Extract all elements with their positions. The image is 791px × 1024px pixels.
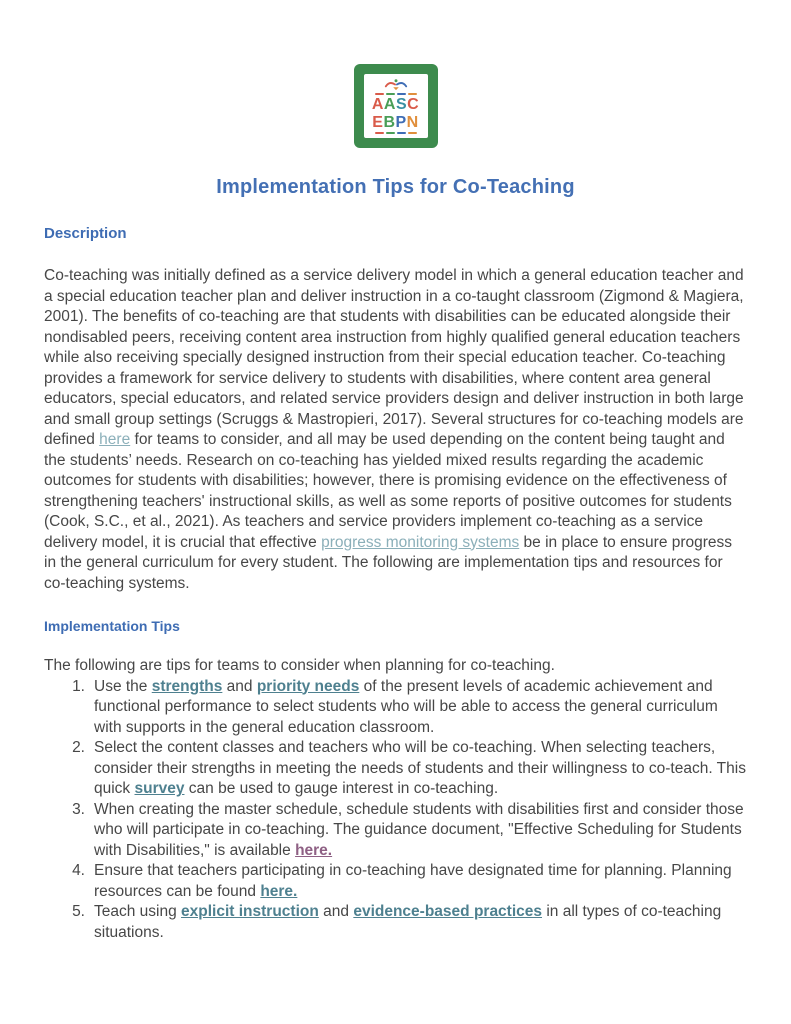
tip-2-text-1: Select the content classes and teachers who will be co-teaching. When selecting teachers, consider their strengths in meeting the needs of students and their willingness to co-teach. This quick <box>94 739 746 797</box>
tip-text <box>94 902 747 943</box>
priority-needs-link[interactable]: priority needs <box>256 677 360 695</box>
logo-top-band <box>375 93 417 95</box>
co-teaching-models-here-link[interactable]: here <box>99 431 131 448</box>
tip-2-text-2: can be used to gauge interest in co-teaching. <box>184 780 499 797</box>
tip-5-text-1: Teach using <box>94 903 182 920</box>
evidence-based-practices-link[interactable]: evidence-based practices <box>353 903 543 920</box>
description-heading: Description <box>44 225 127 242</box>
tip-item-2 <box>44 738 747 800</box>
page-title: Implementation Tips for Co-Teaching <box>216 176 575 198</box>
tip-item-3 <box>44 800 747 862</box>
logo-acronym-line2: EBPN <box>372 114 419 131</box>
strengths-link[interactable]: strengths <box>151 677 223 695</box>
tip-1-text-3: of the present levels of academic achievement and functional performance to select students who will be able to access the general curriculum with supports in the general education classroom. <box>94 677 718 736</box>
description-text-1: Co-teaching was initially defined as a service delivery model in which a general education teacher and a special education teacher plan and deliver instruction in a co-taught classroom (Zigmond & Magiera, 2001). The benefits of co-teaching are that students with disabilities can be educated alongside their nondisabled peers, receiving content area instruction from highly qualified general education teachers while also receiving specially designed instruction from their special education teacher. Co-teaching provides a framework for service delivery to students with disabilities, where content area general educators, special educators, and related service providers design and deliver instruction in both large and small group settings (Scruggs & Mastropieri, 2017). Several structures for co-teaching models are defined <box>44 267 744 448</box>
description-text-3: be in place to ensure progress in the general curriculum for every student. The following are implementation tips and resources for co-teaching systems. <box>44 533 733 592</box>
tip-number: 1. <box>72 677 85 695</box>
tip-1-text-2: and <box>222 677 257 695</box>
tip-1-text-1: Use the <box>94 677 152 695</box>
tip-4-text-1: Ensure that teachers participating in co-teaching have designated time for planning. Planning resources can be found <box>94 862 732 900</box>
tip-number: 4. <box>72 862 85 879</box>
description-paragraph <box>44 266 747 594</box>
org-logo <box>354 64 438 148</box>
tip-text <box>94 800 747 862</box>
tip-text <box>94 677 747 739</box>
org-logo-inner <box>364 74 428 138</box>
tip-text <box>94 861 747 902</box>
tip-item-5 <box>44 902 747 943</box>
progress-monitoring-systems-link[interactable]: progress monitoring systems <box>321 533 520 551</box>
implementation-tips-heading: Implementation Tips <box>44 618 180 634</box>
tip-number: 2. <box>72 739 85 756</box>
planning-resources-here-link[interactable]: here. <box>260 882 298 900</box>
tip-5-text-3: in all types of co-teaching situations. <box>94 903 722 941</box>
description-text-2: for teams to consider, and all may be used depending on the content being taught and the students’ needs. Research on co-teaching has yielded mixed results regarding the academic outcomes for students with disabilities; however, there is promising evidence on the effectiveness of strengthening teachers' instructional skills, as well as some reports of positive outcomes for students (Cook, S.C., et al., 2021). As teachers and service providers implement co-teaching as a service delivery model, it is crucial that effective <box>44 431 732 551</box>
logo-emblem-icon <box>382 78 410 91</box>
tip-text <box>94 738 747 800</box>
tip-number: 3. <box>72 800 85 818</box>
explicit-instruction-link[interactable]: explicit instruction <box>181 903 319 920</box>
tip-5-text-2: and <box>318 903 354 920</box>
tips-list <box>44 677 747 944</box>
tip-3-text-1: When creating the master schedule, schedule students with disabilities first and consider those who will participate in co-teaching. The guidance document, "Effective Scheduling for Students with Disabilities," is available <box>94 800 744 859</box>
logo-bottom-band <box>375 132 417 134</box>
logo-acronym-line1: AASC <box>371 96 420 113</box>
document-content <box>0 225 791 943</box>
tip-number: 5. <box>72 903 85 920</box>
tips-intro: The following are tips for teams to consider when planning for co-teaching. <box>44 657 555 674</box>
tip-item-4 <box>44 861 747 902</box>
survey-link[interactable]: survey <box>134 780 185 797</box>
tip-item-1 <box>44 677 747 739</box>
effective-scheduling-here-link[interactable]: here. <box>295 841 333 859</box>
